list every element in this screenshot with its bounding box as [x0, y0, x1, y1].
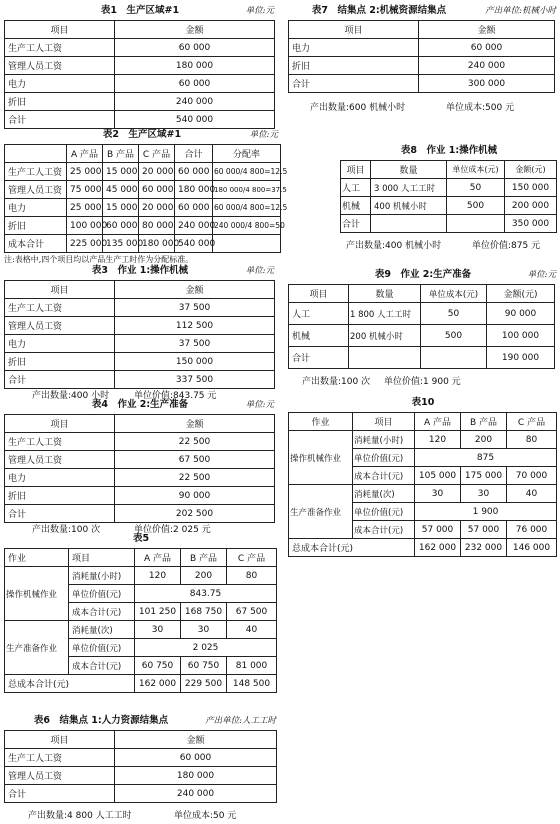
table-1-title-row — [4, 4, 276, 18]
table-2-block — [4, 128, 288, 264]
cell: 合计 — [5, 785, 115, 803]
cell: 单位价值(元) — [353, 503, 415, 521]
cell: 40 — [507, 485, 557, 503]
cell: 2 025 — [135, 639, 277, 657]
cell: 843.75 — [135, 585, 277, 603]
cell: 折旧 — [5, 353, 115, 371]
cell: 15 000 — [103, 163, 139, 181]
cell: 180 000 — [139, 235, 175, 253]
cell: 180 000 — [115, 767, 277, 785]
cell: 150 000 — [115, 353, 275, 371]
cell: 60 000 — [115, 39, 275, 57]
header-cell: 金额 — [419, 21, 555, 39]
cell: 148 500 — [227, 675, 277, 693]
cell: 折旧 — [289, 57, 419, 75]
cell: 60 000 — [115, 749, 277, 767]
table-3 — [4, 280, 275, 389]
cell — [349, 347, 421, 369]
table-6-title-row — [4, 714, 278, 728]
header-cell: 单位成本(元) — [447, 161, 505, 179]
cell: 生产工人工资 — [5, 749, 115, 767]
header-cell: 项目 — [5, 21, 115, 39]
table-10-block — [288, 396, 558, 578]
cell: 1 800 人工工时 — [349, 303, 421, 325]
cell: 180 000/4 800=37.5 — [213, 181, 281, 199]
table-header-row — [5, 731, 277, 749]
cell — [421, 347, 487, 369]
cell: 200 — [461, 431, 507, 449]
table-5 — [4, 548, 277, 693]
header-cell: 项目 — [5, 281, 115, 299]
cell: 90 000 — [115, 487, 275, 505]
table-row — [5, 567, 277, 585]
header-cell: 数量 — [349, 285, 421, 303]
cell: 生产工人工资 — [5, 39, 115, 57]
header-cell: 金额 — [115, 731, 277, 749]
activity-cell: 生产准备作业 — [5, 621, 69, 675]
cell: 200 000 — [505, 197, 557, 215]
cell: 消耗量(小时) — [69, 567, 135, 585]
header-cell: 合计 — [175, 145, 213, 163]
table-row — [5, 75, 275, 93]
table-title: 表1 生产区域#1 — [100, 5, 180, 16]
cell: 80 — [507, 431, 557, 449]
cell: 200 — [181, 567, 227, 585]
cell: 135 000 — [103, 235, 139, 253]
cell: 240 000 — [115, 93, 275, 111]
cell: 45 000 — [103, 181, 139, 199]
cell: 1 900 — [415, 503, 557, 521]
header-cell: A 产品 — [67, 145, 103, 163]
cell: 100 000 — [67, 217, 103, 235]
cell: 消耗量(次) — [353, 485, 415, 503]
cell: 50 — [421, 303, 487, 325]
activity-cell: 操作机械作业 — [5, 567, 69, 621]
cell: 折旧 — [5, 93, 115, 111]
cell: 人工 — [341, 179, 371, 197]
table-row — [5, 93, 275, 111]
output-quantity: 产出数量:100 次 — [302, 377, 371, 387]
cell: 消耗量(次) — [69, 621, 135, 639]
header-cell: 金额 — [115, 21, 275, 39]
table-1-block — [4, 4, 276, 124]
table-row — [5, 235, 281, 253]
table-7 — [288, 20, 555, 93]
header-cell: 金额 — [115, 415, 275, 433]
cell: 单位价值(元) — [353, 449, 415, 467]
cell: 229 500 — [181, 675, 227, 693]
table-title: 表2 生产区域#1 — [102, 129, 182, 140]
table-row — [5, 469, 275, 487]
cell: 合计 — [289, 75, 419, 93]
cell: 150 000 — [505, 179, 557, 197]
cell: 60 750 — [135, 657, 181, 675]
activity-cell: 操作机械作业 — [289, 431, 353, 485]
table-3-title-row — [4, 264, 276, 278]
table-row — [5, 217, 281, 235]
cell: 生产工人工资 — [5, 433, 115, 451]
table-8-block — [340, 144, 558, 266]
cell: 202 500 — [115, 505, 275, 523]
table-row — [289, 347, 555, 369]
table-row — [5, 505, 275, 523]
cell: 合计 — [5, 111, 115, 129]
cell: 60 000 — [115, 75, 275, 93]
activity-cell: 生产准备作业 — [289, 485, 353, 539]
cell: 合计 — [5, 371, 115, 389]
header-cell: 金额(元) — [505, 161, 557, 179]
table-row — [5, 621, 277, 639]
table-header-row — [289, 21, 555, 39]
table-row — [289, 75, 555, 93]
cell: 25 000 — [67, 163, 103, 181]
cell: 300 000 — [419, 75, 555, 93]
output-quantity: 产出数量:400 机械小时 — [346, 241, 442, 251]
table-7-title-row — [288, 4, 558, 18]
cell: 60 000 — [175, 163, 213, 181]
table-row — [5, 299, 275, 317]
table-unit: 单位:元 — [245, 400, 274, 410]
cell: 25 000 — [67, 199, 103, 217]
cell: 3 000 人工工时 — [371, 179, 447, 197]
header-cell: A 产品 — [135, 549, 181, 567]
table-9-title-row — [288, 268, 558, 282]
table-title: 表6 结集点 1:人力资源结集点 — [33, 715, 169, 726]
table-header-row — [5, 549, 277, 567]
cell: 60 750 — [181, 657, 227, 675]
header-cell: 项目 — [5, 415, 115, 433]
cell — [213, 235, 281, 253]
table-header-row — [5, 21, 275, 39]
cell: 成本合计 — [5, 235, 67, 253]
cell: 50 — [447, 179, 505, 197]
cell: 240 000 — [115, 785, 277, 803]
table-unit: 单位:元 — [527, 270, 556, 280]
output-quantity: 产出数量:100 次 — [32, 525, 101, 535]
table-row — [289, 485, 557, 503]
cell: 合计 — [5, 505, 115, 523]
table-5-title-row — [4, 532, 278, 546]
cell: 875 — [415, 449, 557, 467]
cell: 101 250 — [135, 603, 181, 621]
unit-value: 单位价值:875 元 — [472, 241, 541, 251]
cell: 100 000 — [487, 325, 555, 347]
table-title: 表8 作业 1:操作机械 — [400, 145, 498, 156]
cell: 57 000 — [415, 521, 461, 539]
table-title: 表5 — [132, 533, 150, 544]
cell: 管理人员工资 — [5, 57, 115, 75]
cell: 生产工人工资 — [5, 299, 115, 317]
unit-value: 单位价值:843.75 元 — [134, 391, 217, 401]
cell: 112 500 — [115, 317, 275, 335]
output-quantity: 产出数量:400 小时 — [32, 391, 110, 401]
table-unit: 产出单位:机械小时 — [485, 6, 556, 16]
cell: 30 — [135, 621, 181, 639]
cell: 单位价值(元) — [69, 585, 135, 603]
cell: 168 750 — [181, 603, 227, 621]
cell: 电力 — [5, 469, 115, 487]
cell: 240 000/4 800=50 — [213, 217, 281, 235]
header-cell: 分配率 — [213, 145, 281, 163]
cell: 146 000 — [507, 539, 557, 557]
cell: 合计 — [289, 347, 349, 369]
cell: 540 000 — [175, 235, 213, 253]
header-cell: 单位成本(元) — [421, 285, 487, 303]
unit-cost: 单位成本:50 元 — [174, 811, 237, 821]
cell: 管理人员工资 — [5, 181, 67, 199]
cell: 管理人员工资 — [5, 451, 115, 469]
cell: 15 000 — [103, 199, 139, 217]
table-8-title-row — [340, 144, 558, 158]
cell: 90 000 — [487, 303, 555, 325]
table-row — [5, 199, 281, 217]
table-title: 表7 结集点 2:机械资源结集点 — [311, 5, 447, 16]
header-cell: 作业 — [5, 549, 69, 567]
cell: 190 000 — [487, 347, 555, 369]
table-6-block — [4, 714, 278, 822]
table-10-title-row — [288, 396, 558, 410]
cell: 成本合计(元) — [353, 467, 415, 485]
cell: 单位价值(元) — [69, 639, 135, 657]
unit-cost: 单位成本:500 元 — [446, 103, 515, 113]
table-4-title-row — [4, 398, 276, 412]
table-9-block — [288, 268, 558, 386]
cell: 40 — [227, 621, 277, 639]
output-quantity: 产出数量:4 800 人工工时 — [28, 811, 132, 821]
cell: 消耗量(小时) — [353, 431, 415, 449]
table-title: 表3 作业 1:操作机械 — [91, 265, 189, 276]
header-cell: 项目 — [353, 413, 415, 431]
cell: 80 — [227, 567, 277, 585]
table-row — [5, 317, 275, 335]
table-header-row — [341, 161, 557, 179]
cell: 81 000 — [227, 657, 277, 675]
table-row — [5, 749, 277, 767]
table-total-row — [289, 539, 557, 557]
cell: 20 000 — [139, 199, 175, 217]
cell: 人工 — [289, 303, 349, 325]
cell: 22 500 — [115, 433, 275, 451]
table-header-row — [5, 281, 275, 299]
table-3-block — [4, 264, 276, 401]
table-header-row — [289, 285, 555, 303]
cell: 232 000 — [461, 539, 507, 557]
cell: 240 000 — [175, 217, 213, 235]
cell: 120 — [415, 431, 461, 449]
table-title: 表4 作业 2:生产准备 — [91, 399, 189, 410]
cell: 500 — [421, 325, 487, 347]
table-header-row — [5, 145, 281, 163]
table-row — [289, 57, 555, 75]
table-7-block — [288, 4, 558, 116]
cell: 60 000 — [419, 39, 555, 57]
output-quantity: 产出数量:600 机械小时 — [310, 103, 406, 113]
table-6 — [4, 730, 277, 803]
table-row — [5, 487, 275, 505]
header-cell: 作业 — [289, 413, 353, 431]
table-row — [5, 57, 275, 75]
header-cell: 项目 — [289, 21, 419, 39]
cell: 120 — [135, 567, 181, 585]
table-row — [341, 215, 557, 233]
cell: 电力 — [5, 335, 115, 353]
cell: 175 000 — [461, 467, 507, 485]
table-row — [289, 431, 557, 449]
header-cell: A 产品 — [415, 413, 461, 431]
table-total-row — [5, 675, 277, 693]
table-row — [5, 39, 275, 57]
cell: 105 000 — [415, 467, 461, 485]
cell: 67 500 — [227, 603, 277, 621]
header-cell: 金额(元) — [487, 285, 555, 303]
table-unit: 单位:元 — [249, 130, 278, 140]
unit-value: 单位价值:2 025 元 — [134, 525, 211, 535]
header-cell: B 产品 — [461, 413, 507, 431]
cell: 30 — [181, 621, 227, 639]
table-header-row — [5, 415, 275, 433]
table-row — [5, 181, 281, 199]
cell: 60 000 — [175, 199, 213, 217]
cell: 180 000 — [115, 57, 275, 75]
cell: 400 机械小时 — [371, 197, 447, 215]
table-unit: 单位:元 — [245, 266, 274, 276]
cell: 75 000 — [67, 181, 103, 199]
cell — [447, 215, 505, 233]
table-4 — [4, 414, 275, 523]
cell: 电力 — [5, 75, 115, 93]
header-cell: C 产品 — [139, 145, 175, 163]
cell: 30 — [461, 485, 507, 503]
header-cell: 项目 — [289, 285, 349, 303]
cell: 生产工人工资 — [5, 163, 67, 181]
cell: 机械 — [341, 197, 371, 215]
table-2 — [4, 144, 288, 253]
cell: 67 500 — [115, 451, 275, 469]
header-cell: 项目 — [341, 161, 371, 179]
cell: 70 000 — [507, 467, 557, 485]
cell: 60 000/4 800=12.5 — [213, 163, 281, 181]
cell: 20 000 — [139, 163, 175, 181]
table-row — [5, 785, 277, 803]
table-row — [289, 39, 555, 57]
header-cell: 数量 — [371, 161, 447, 179]
header-cell: 金额 — [115, 281, 275, 299]
cell: 成本合计(元) — [69, 603, 135, 621]
table-row — [341, 179, 557, 197]
table-row — [5, 767, 277, 785]
table-unit: 产出单位:人工工时 — [205, 716, 276, 726]
header-cell: C 产品 — [227, 549, 277, 567]
unit-value: 单位价值:1 900 元 — [384, 377, 461, 387]
cell: 30 — [415, 485, 461, 503]
table-1 — [4, 20, 275, 129]
cell: 电力 — [289, 39, 419, 57]
cell: 合计 — [341, 215, 371, 233]
cell: 162 000 — [415, 539, 461, 557]
table-row — [289, 325, 555, 347]
table-5-block — [4, 532, 278, 710]
cell: 200 机械小时 — [349, 325, 421, 347]
header-cell: C 产品 — [507, 413, 557, 431]
cell: 成本合计(元) — [353, 521, 415, 539]
total-label: 总成本合计(元) — [289, 539, 415, 557]
cell: 57 000 — [461, 521, 507, 539]
table-unit: 单位:元 — [245, 6, 274, 16]
table-title: 表10 — [411, 397, 435, 408]
cell: 折旧 — [5, 217, 67, 235]
table-row — [5, 335, 275, 353]
cell: 80 000 — [139, 217, 175, 235]
table-8 — [340, 160, 557, 233]
header-cell: B 产品 — [103, 145, 139, 163]
table-10 — [288, 412, 557, 557]
table-4-block — [4, 398, 276, 535]
header-cell: B 产品 — [181, 549, 227, 567]
cell: 240 000 — [419, 57, 555, 75]
table-row — [5, 433, 275, 451]
cell: 机械 — [289, 325, 349, 347]
header-cell: 项目 — [5, 731, 115, 749]
table-row — [5, 371, 275, 389]
header-cell — [5, 145, 67, 163]
cell: 60 000 — [139, 181, 175, 199]
cell: 60 000/4 800=12.5 — [213, 199, 281, 217]
cell: 180 000 — [175, 181, 213, 199]
cell: 225 000 — [67, 235, 103, 253]
cell: 37 500 — [115, 299, 275, 317]
cell: 折旧 — [5, 487, 115, 505]
table-2-title-row — [4, 128, 280, 142]
cell: 成本合计(元) — [69, 657, 135, 675]
cell: 管理人员工资 — [5, 317, 115, 335]
cell: 管理人员工资 — [5, 767, 115, 785]
cell: 22 500 — [115, 469, 275, 487]
table-row — [5, 353, 275, 371]
table-9 — [288, 284, 555, 369]
table-row — [341, 197, 557, 215]
table-row — [289, 303, 555, 325]
cell: 60 000 — [103, 217, 139, 235]
total-label: 总成本合计(元) — [5, 675, 135, 693]
table-note: 注:表格中,四个项目均以产品生产工时作为分配标准。 — [4, 255, 194, 264]
table-row — [5, 163, 281, 181]
cell: 162 000 — [135, 675, 181, 693]
cell: 76 000 — [507, 521, 557, 539]
cell: 电力 — [5, 199, 67, 217]
table-row — [5, 451, 275, 469]
cell: 337 500 — [115, 371, 275, 389]
table-header-row — [289, 413, 557, 431]
header-cell: 项目 — [69, 549, 135, 567]
cell: 540 000 — [115, 111, 275, 129]
cell — [371, 215, 447, 233]
cell: 37 500 — [115, 335, 275, 353]
table-title: 表9 作业 2:生产准备 — [374, 269, 472, 280]
cell: 500 — [447, 197, 505, 215]
table-row — [5, 111, 275, 129]
cell: 350 000 — [505, 215, 557, 233]
